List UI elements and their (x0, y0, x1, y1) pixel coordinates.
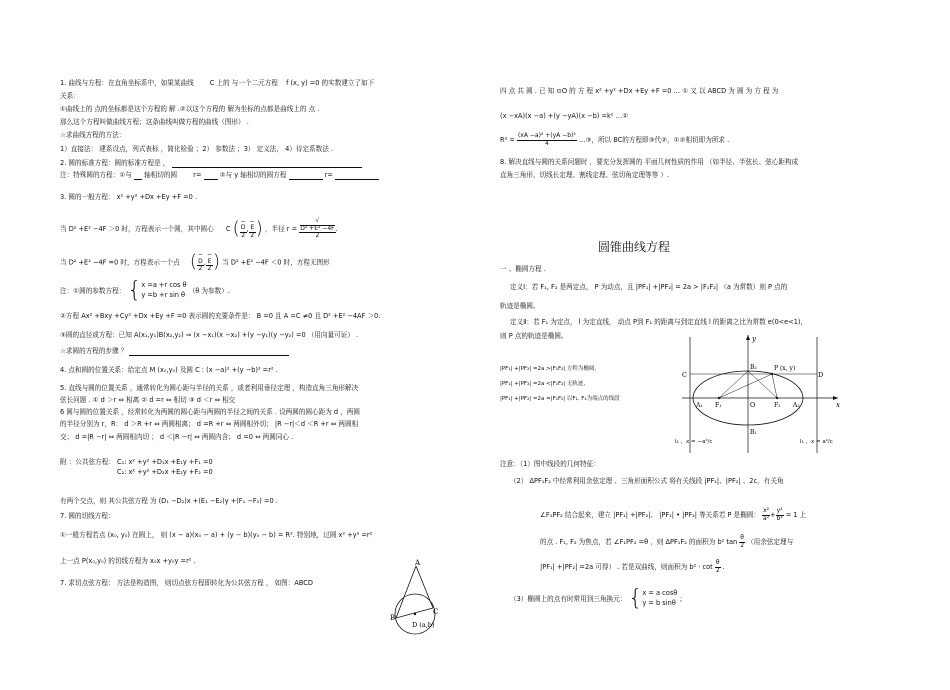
g-d: D (818, 371, 824, 379)
g-o: O (750, 401, 756, 409)
note-4: 的点 . F₁, F₂ 为焦点，若 ∠F₁PF₂ =θ ，则 ΔPF₁F₂ 的面积为 b² tan $\frac{\theta}{2}$ （用余弦定理与 (540, 534, 794, 549)
s1-l3: ☆求曲线方程的方法： (60, 131, 126, 139)
s7-l4: 7. 求切点弦方程： 方法是构造图， 则切点弦方程即转化为公共弦方程 ， 如图：ABCD (60, 579, 313, 587)
main-title: 圆锥曲线方程 (598, 240, 671, 254)
s1-l4: 1）直接法： 建系设点，列式表标 ，简化检验 ；2） 参数法 ；3） 定义法， 4）待定系数法 . (60, 145, 334, 153)
r8-l2: 直角三角形，切线长定理、割线定理、弦切角定理等等 ）. (500, 171, 670, 179)
def2-b: 则 P 点的轨迹是椭圆。 (500, 332, 568, 340)
g-b1: B₁ (750, 429, 757, 436)
s2-l1: 2. 圆的标准方程：圆的标准方程是 ， (60, 159, 362, 168)
s3-l3: ③圆的直径或方程：已知 A(x₁,y₁)B(x₂,y₂) ⇒ (x −x₁)(x −x₂) +(y −y₁)(y −y₂) =0 （用向量可证） . (60, 331, 359, 339)
def1-line: 定义Ⅰ：若 F₁, F₂ 是两定点， P 为动点，且 |PF₁| +|PF₂| = 2a > |F₁F₂| （a 为常数）则 P 点的 (510, 283, 788, 291)
s6-l2: 的半径分别为 r，R： d ＞R +r ⇔ 两圆相离； d =R +r ⇔ 两圆相外切； |R −r|＜d ＜R +r ⇔ 两圆相 (60, 420, 359, 428)
note-3: ∠F₁PF₂ 结合起来，建立 |PF₁| +|PF₂|、 |PF₁| • |PF₂| 等关系若 P 是椭圆： $\frac{\text{x²}}{\text{a²}}$ + $\frac{\text{y²}}{\text{b²}}$ = 1 上 (540, 507, 807, 522)
s3-case1: 当 D² +E² −4F ＞0 时，方程表示一个圆，其中圆心 C ( − D 2 , − E 2 ) ，半径 r = √ D² +E² −4F 2 . (60, 217, 338, 240)
s1-l2: 那么这个方程叫做曲线方程；这条曲线叫做方程的曲线（图形） . (60, 118, 249, 126)
s3-l2: ②方程 Ax² +Bxy +Cy² +Dx +Ey +F =0 表示圆的充要条件是： B =0 且 A =C ≠0 且 D² +E² −4AF ＞0. (60, 312, 381, 320)
s3-l1: 3. 圆的一般方程： x² +y² +Dx +Ey +F =0 . (60, 193, 198, 201)
g-l2: l₂ ，x = −a²/c (675, 439, 713, 445)
s7-l3: 上一点 P(x₀,y₀) 的切线方程为 x₀x +y₀y =r² . (60, 557, 196, 565)
g-x: x (836, 401, 840, 409)
g-b2: B₂ (750, 364, 757, 371)
s1-rel: 关系： (60, 92, 80, 100)
fig-label-a: A (415, 559, 421, 567)
fu-block: 附 ：公共弦方程： C₁: x² +y² +D₁x +E₁y +F₁ =0 C₂: x² +y² +D₂x +E₂y +F₂ =0 (60, 458, 213, 476)
fig-label-dab: D (a,b) (412, 621, 435, 629)
fig-label-c: C (433, 608, 439, 616)
r1-l3: R² = $\frac{\text{(xA −a)² +(yA −b)²}}{4}$ …③，所以 BC的方程即③代②，①②相切即为所求 . (500, 132, 730, 147)
s7-l1: 7. 圆的切线方程： (60, 512, 115, 520)
r1-l1: 四 点 共 圆 . 已 知 ⊙O 的 方 程 x² +y² +Dx +Ey +F =0 … ① 又 以 ABCD 为 圆 为 方 程 为 (500, 87, 779, 95)
g-f1: F₁ (715, 402, 722, 409)
def2-a: 定义Ⅱ：若 F₁ 为定点， l 为定直线， 动点 P到 F₁ 的距离与到定直线 l 的距离之比为常数 e(0<e<1)， (510, 318, 808, 326)
s4-l1: 4. 点和圆的位置关系：给定点 M (x₀,y₀) 及圆 C : (x −a)² +(y −b)² =r² . (60, 366, 278, 374)
fu-l1: 有两个交点，则 其公共弦方程 为 (D₁ −D₂)x +(E₁ −E₂)y +(F₁ −F₂) =0 . (60, 497, 278, 505)
s3-l4: ☆求圆的方程的步骤 ？ (60, 347, 289, 356)
g-l1: l₁ ，x = a²/c (800, 439, 833, 445)
ellipse-heading: 一 、椭圆方程 . (500, 265, 546, 273)
tangent-figure (385, 558, 460, 638)
s6-l3: 交； d =|R −r| ⇔ 两圆相内切 ； d ＜|R −r| ⇔ 两圆内含； d =0 ⇔ 两圆同心 . (60, 433, 294, 441)
g-f2: F₂ (774, 402, 781, 409)
s2-l2: 注：特殊圆的方程：①与 轴相切的圆 r= ②与 y 轴相切的圆方程 r= (60, 171, 379, 180)
s1-l1: ①曲线上的 点的坐标都是这个方程的 解 .②以这个方程的 解为坐标的点都是曲线上的 点 . (60, 105, 320, 113)
case-3: |PF₁| +|PF₂| =2a =|F₁F₂| 以F₁, F₂为端点的线段 (500, 396, 620, 402)
s5-l1: 5. 直线与圆的位置关系 ，通常转化为圆心距与半径的关系 ，或者利用垂径定理 ，构造直角三角形解决 (60, 384, 359, 392)
case-2: |PF₁| +|PF₂| =2a <|F₁F₂| 无轨迹， (500, 381, 589, 387)
note-5: |PF₁| +|PF₂| =2a 可得） . 若是双曲线，则面积为 b² · cot $\frac{\theta}{2}$ . (540, 559, 725, 574)
s7-l2: ①一般方程若点 (x₀, y₀) 在圆上， 则 (x − a)(x₀ − a) + (y − b)(y₀ − b) = R². 特别地，过圆 x² +y² =r² (60, 531, 373, 539)
fig-label-b: B (390, 614, 396, 622)
s1-line1: 1. 曲线与方程：在直角坐标系中，如果某曲线 C 上的 与一个二元方程 f (x, y) =0 的实数建立了如下 (60, 79, 375, 87)
g-a1: A₁ (696, 402, 703, 409)
g-a2: A₂ (793, 402, 800, 409)
note-head: 注意：（1）图中线段的几何特征： (500, 460, 600, 468)
s3-param: 注：①圆的参数方程： {x =a +r cos θ y =b +r sin θ （θ 为参数）. (60, 278, 230, 303)
def1-c: 轨迹是椭圆。 (500, 302, 540, 310)
g-p: P (x, y) (774, 365, 796, 372)
s3-case2: 当 D² +E² −4F =0 时，方程表示一个点 ( − D 2 , − E 2 ) 当 D² +E² −4F ＜0 时，方程无图形 (60, 251, 330, 273)
blank (172, 167, 362, 168)
g-y: y (752, 335, 756, 343)
s5-l2: 弦长问题 . ① d ＞r ⇔ 相离 ② d =r ⇔ 相切 ③ d ＜r ⇔ 相交 (60, 396, 236, 404)
s6-l1: 6 圆与圆的位置关系 ，经常转化为两圆的圆心距与两圆的半径之间的关系 . 设两圆的圆心距为 d ，两圆 (60, 408, 360, 416)
r1-l2: (x −xA)(x −a) +(y −yA)(x −b) =k² …② (500, 112, 629, 120)
note-2: （2） ΔPF₁F₂ 中经常利用余弦定理 、三角形面积公式 将有关线段 |PF₁|、|PF₂| 、2c，有关角 (510, 477, 784, 485)
case-1: |PF₁| +|PF₂| =2a >|F₁F₂| 方程为椭圆， (500, 366, 600, 372)
g-c: C (682, 371, 687, 379)
r8-l1: 8. 解决直线与圆的关系问题时 ，要充分发挥圆的 平面几何性质的作用 （如半径、半弦长、弦心距构成 (500, 158, 799, 166)
note-6: （3）椭圆上的点有时常用到三角换元： {x = a cosθ y = b sinθ ； (510, 586, 686, 611)
